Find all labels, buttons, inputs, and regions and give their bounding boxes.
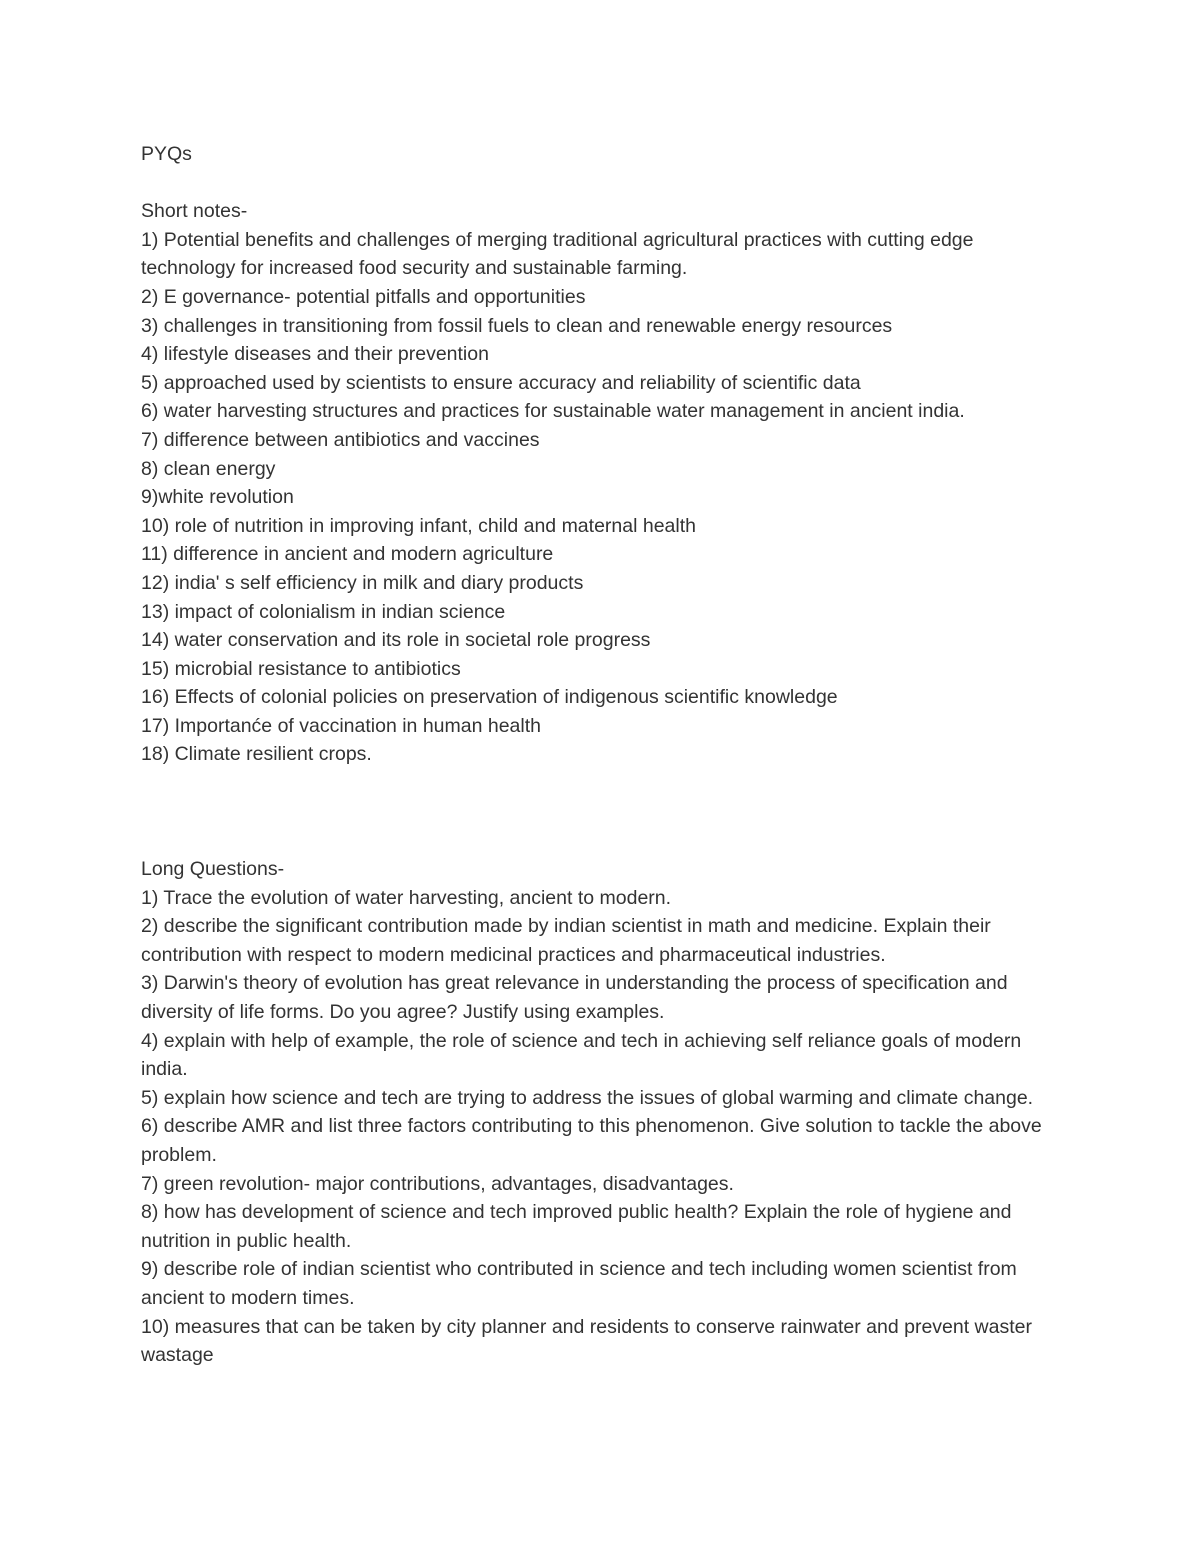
short-note-item-8: 8) clean energy (141, 457, 276, 480)
long-question-item-5: 5) explain how science and tech are trying to address the issues of global warming and climate change. (141, 1086, 1034, 1109)
short-note-item-15: 15) microbial resistance to antibiotics (141, 657, 461, 680)
long-question-item-4: 4) explain with help of example, the role of science and tech in achieving self reliance goals of modern india. (141, 1029, 1022, 1081)
long-questions-list (141, 884, 1071, 1370)
long-question-item-2: 2) describe the significant contribution made by indian scientist in math and medicine. Explain their contribution with respect to modern medicinal practices and pharmaceutical industries. (141, 915, 991, 966)
short-note-item-12: 12) india' s self efficiency in milk and diary products (141, 571, 584, 594)
short-notes-heading: Short notes- (141, 200, 248, 223)
short-note-item-1: 1) Potential benefits and challenges of merging traditional agricultural practices with cutting edge technology for increased food security and sustainable farming. (141, 228, 974, 280)
short-notes-list (141, 226, 1071, 769)
short-note-item-3: 3) challenges in transitioning from fossil fuels to clean and renewable energy resources (141, 314, 893, 337)
short-note-item-9: 9)white revolution (141, 486, 294, 509)
long-questions-heading: Long Questions- (141, 858, 285, 881)
short-note-item-18: 18) Climate resilient crops. (141, 743, 372, 766)
short-note-item-13: 13) impact of colonialism in indian science (141, 600, 506, 623)
long-question-item-1: 1) Trace the evolution of water harvesting, ancient to modern. (141, 886, 672, 909)
short-note-item-5: 5) approached used by scientists to ensure accuracy and reliability of scientific data (141, 371, 861, 394)
long-question-item-10: 10) measures that can be taken by city planner and residents to conserve rainwater and prevent waster wastage (141, 1315, 1032, 1367)
long-question-item-7: 7) green revolution- major contributions, advantages, disadvantages. (141, 1172, 734, 1195)
short-note-item-14: 14) water conservation and its role in societal role progress (141, 629, 651, 652)
document-title: PYQs (141, 143, 192, 165)
short-note-item-16: 16) Effects of colonial policies on preservation of indigenous scientific knowledge (141, 686, 838, 709)
long-question-item-6: 6) describe AMR and list three factors contributing to this phenomenon. Give solution to tackle the above problem. (141, 1115, 1042, 1166)
short-note-item-10: 10) role of nutrition in improving infant, child and maternal health (141, 514, 696, 537)
long-question-item-9: 9) describe role of indian scientist who contributed in science and tech including women scientist from ancient to modern times. (141, 1258, 1017, 1309)
short-note-item-4: 4) lifestyle diseases and their prevention (141, 343, 489, 366)
short-note-item-6: 6) water harvesting structures and practices for sustainable water management in ancient india. (141, 400, 965, 423)
long-question-item-3: 3) Darwin's theory of evolution has great relevance in understanding the process of specification and diversity of life forms. Do you agree? Justify using examples. (141, 972, 1008, 1024)
short-note-item-2: 2) E governance- potential pitfalls and opportunities (141, 285, 586, 308)
short-note-item-11: 11) difference in ancient and modern agriculture (141, 543, 554, 566)
section-spacer (141, 769, 1071, 855)
short-note-item-17: 17) Importanće of vaccination in human health (141, 714, 541, 737)
short-note-item-7: 7) difference between antibiotics and vaccines (141, 428, 540, 451)
document-body (141, 140, 1071, 1370)
long-question-item-8: 8) how has development of science and tech improved public health? Explain the role of hygiene and nutrition in public health. (141, 1201, 1012, 1252)
